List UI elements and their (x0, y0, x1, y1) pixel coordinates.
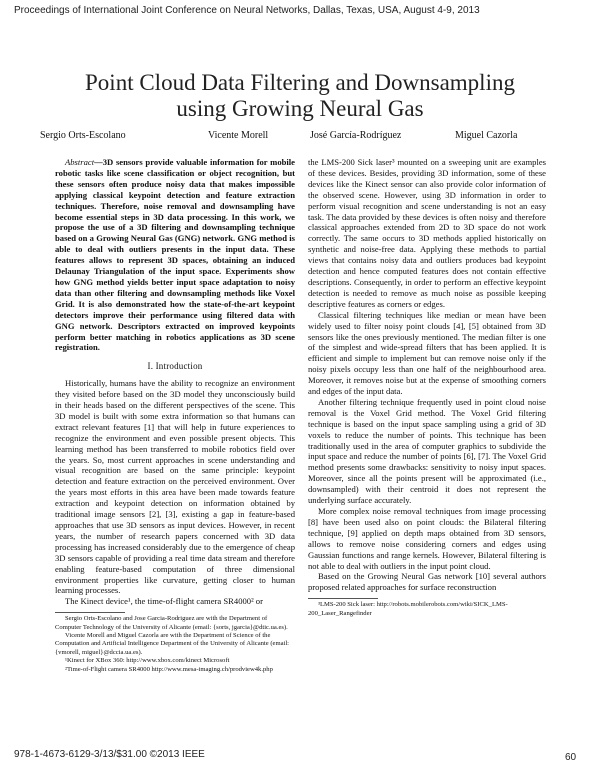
abstract (55, 157, 295, 353)
footnote-divider (55, 612, 125, 613)
author-4: Miguel Cazorla (455, 130, 518, 141)
author-3: José García-Rodríguez (310, 130, 402, 141)
footnote-sick-laser: ³LMS-200 Sick laser: http://robots.mobilerobots.com/wiki/SICK_LMS-200_Laser_Rangefinder (308, 601, 508, 617)
title-line-2: using Growing Neural Gas (176, 96, 424, 121)
page-number: 60 (565, 752, 577, 763)
right-column (308, 157, 546, 618)
abstract-label: Abstract (65, 157, 95, 167)
left-column (55, 157, 295, 674)
right-paragraph-4: More complex noise removal techniques from image processing [8] have been used also on point clouds: the Bilateral filtering technique, [9] applied on depth maps obtained from 3D sensors, allows to remove noise considering corners and edges using Gaussian functions and range kernels. However, Bilateral filtering is not able to deal with outliers in the input point cloud. (308, 506, 546, 571)
conference-header: Proceedings of International Joint Conference on Neural Networks, Dallas, Texas, USA, August 4-9, 2013 (14, 5, 480, 16)
footnote-affiliation-2: Vicente Morell and Miguel Cazorla are with the Department of Science of the Computation and Artificial Intelligence Department of the University of Alicante (email: {vmorell, miguel}@dccia.ua.es). (55, 632, 290, 656)
right-paragraph-3: Another filtering technique frequently used in point cloud noise removal is the Voxel Grid method. The Voxel Grid filtering technique is based on the input space sampling using a grid of 3D voxels to reduce the number of points. This technique has been traditionally used in the area of computer graphics to subdivide the input space and reduce the number of points [6], [7]. The Voxel Grid method presents some drawbacks: sensitivity to noisy input spaces. Moreover, since all the points present will be approximated (i.e., downsampled) with their centroid it does not represent the underlying surface accurately. (308, 396, 546, 506)
footnote-sr4000: ²Time-of-Flight camera SR4000 http://www.mesa-imaging.ch/prodview4k.php (65, 665, 273, 673)
section-heading-introduction: I. Introduction (147, 361, 203, 372)
title-line-1: Point Cloud Data Filtering and Downsampling (85, 70, 515, 95)
copyright-footer: 978-1-4673-6129-3/13/$31.00 ©2013 IEEE (14, 749, 205, 760)
right-paragraph-2: Classical filtering techniques like median or mean have been widely used to filter noisy point clouds [4], [5] obtained from 3D sensors like the ones previously mentioned. The median filter is one of the simplest and wide-spread filters that has been applied. It is efficient and simple to implement but can remove noise only if the noisy pixels occupy less than one half of the neighbourhood area. Moreover, it removes noise but at the expense of smoothing corners and edges of the input data. (308, 309, 546, 397)
abstract-text: —3D sensors provide valuable information for mobile robotic tasks like scene classification or object recognition, but these sensors often produce noisy data that makes impossible applying classical keypoint detection and feature extraction techniques. Therefore, noise removal and downsampling have become essential steps in 3D data processing. In this work, we propose the use of a 3D filtering and downsampling technique based on a Growing Neural Gas (GNG) network. GNG method is able to deal with outliers presents in the input data. These features allows to represent 3D spaces, obtaining an induced Delaunay Triangulation of the input space. Experiments show how GNG method yields better input space adaptation to noisy data than other filtering and downsampling methods like Voxel Grid. It is also demonstrated how the state-of-the-art keypoint detectors improve their performance using filtered data with GNG network. Descriptors extracted on improved keypoints perform better matching in robotics applications as 3D scene registration. (55, 157, 295, 353)
right-paragraph-5: Based on the Growing Neural Gas network [10] several authors proposed related approaches for surface reconstruction (308, 571, 546, 593)
footnote-divider-right (308, 598, 378, 599)
right-paragraph-1: the LMS-200 Sick laser³ mounted on a sweeping unit are examples of these devices. Besides, providing 3D information, some of these devices like the Kinect sensor can also provide color information of the observed scene. However, using 3D information in order to perform visual recognition and scene understanding is not an easy task. The data provided by these devices is often noisy and therefore classical approaches extended from 2D to 3D space do not work correctly. The same occurs to 3D methods applied historically on synthetic and noise-free data. Applying these methods to partial views that contains noisy data and outliers produces bad keypoint detection and hence computed features does not contain effective descriptions. Consequently, in order to perform an effective keypoint detection is needed to remove as much noise as possible keeping descriptive features as corners or edges. (308, 157, 546, 309)
author-1: Sergio Orts-Escolano (40, 130, 126, 141)
intro-paragraph-2: The Kinect device¹, the time-of-flight camera SR4000² or (65, 596, 263, 607)
footnote-affiliation-1: Sergio Orts-Escolano and Jose Garcia-Rodriguez are with the Department of Computer Technology of the University of Alicante (email: {sorts, jgarcia}@dtic.ua.es). (55, 615, 288, 631)
footnote-kinect: ¹Kinect for XBox 360: http://www.xbox.com/kinect Microsoft (65, 657, 230, 665)
paper-title (40, 70, 560, 122)
author-2: Vicente Morell (208, 130, 269, 141)
intro-paragraph-1: Historically, humans have the ability to recognize an environment they visited before based on the 3D model they unconsciously build in their heads based on the different perspectives of the scene. This 3D model is built with some extra information so that humans can extract relevant features [1] that will help in future experiences to recognize the environment and even possible present objects. This learning method has been transferred to mobile robotics field over the years. So, most current approaches in scene understanding and visual recognition are based on the same principle: keypoint detection and feature extraction on the perceived environment. Over the years most efforts in this area have been made towards feature extraction and keypoint detection on information obtained by traditional image sensors [2], [3], existing a gap in feature-based approaches that use 3D sensors as input devices. However, in recent years, the number of research papers concerned with 3D data processing has increased considerably due to the emergence of cheap 3D sensors capable of providing a real time data stream and therefore enabling feature-based computation of three dimensional environment properties like curvature, getting closer to human learning processes. (55, 378, 295, 596)
